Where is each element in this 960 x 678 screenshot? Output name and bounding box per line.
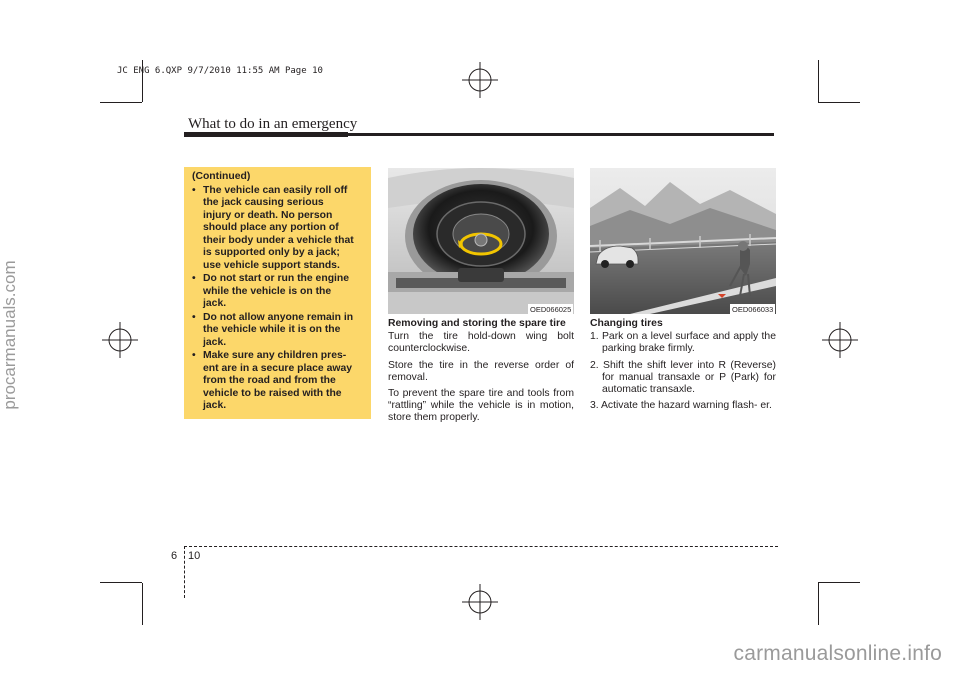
footer-rule	[184, 546, 778, 547]
chapter-number: 6	[171, 550, 178, 562]
spare-tire-heading: Removing and storing the spare tire	[388, 318, 566, 329]
registration-mark-bottom	[460, 582, 500, 622]
warning-item	[192, 312, 364, 350]
spare-tire-illustration	[388, 168, 574, 314]
spare-tire-section	[388, 318, 574, 429]
warning-item-text: The vehicle can easily roll off the jack causing serious injury or death. No person should place any portion of their body under a vehicle that is supported only by a jack; use vehicle support stands.	[203, 184, 354, 271]
registration-mark-top	[460, 60, 500, 100]
figure-code-changing-tires: OED066033	[732, 305, 774, 314]
warning-list	[192, 185, 364, 413]
warning-item	[192, 350, 364, 413]
spare-tire-drawing	[388, 168, 574, 314]
roadside-drawing	[590, 168, 776, 314]
roadside-illustration	[590, 168, 776, 314]
crop-mark	[818, 582, 860, 583]
warning-box	[184, 167, 371, 419]
continued-label: (Continued)	[192, 171, 251, 182]
section-title: What to do in an emergency	[188, 116, 358, 132]
warning-item	[192, 273, 364, 311]
paragraph: To prevent the spare tire and tools from “rattling” while the vehicle is in motion, store them properly.	[388, 388, 574, 424]
steps-list	[590, 331, 776, 412]
registration-mark-right	[820, 320, 860, 360]
header-rule-accent	[184, 132, 348, 137]
crop-mark	[100, 102, 142, 103]
warning-item-text: Do not allow anyone remain in the vehicle while it is on the jack.	[203, 311, 354, 348]
registration-mark-left	[100, 320, 140, 360]
watermark-left-text: procarmanuals.com	[0, 260, 19, 410]
footer-divider	[184, 546, 185, 598]
warning-item	[192, 185, 364, 273]
watermark-left	[0, 0, 22, 678]
watermark-bottom: carmanualsonline.info	[733, 642, 942, 665]
page-number: 10	[188, 550, 201, 562]
paragraph: Store the tire in the reverse order of removal.	[388, 359, 574, 383]
crop-mark	[100, 582, 142, 583]
changing-tires-heading: Changing tires	[590, 318, 663, 329]
step-item: 1. Park on a level surface and apply the parking brake firmly.	[590, 331, 776, 355]
changing-tires-section	[590, 318, 776, 416]
crop-mark	[818, 102, 860, 103]
warning-item-text: Do not start or run the engine while the vehicle is on the jack.	[203, 273, 350, 309]
paragraph: Turn the tire hold-down wing bolt counterclockwise.	[388, 331, 574, 355]
print-slug: JC ENG 6.QXP 9/7/2010 11:55 AM Page 10	[117, 66, 323, 76]
step-item: 2. Shift the shift lever into R (Reverse) for manual transaxle or P (Park) for automatic transaxle.	[590, 359, 776, 396]
figure-code-spare-tire: OED066025	[530, 305, 572, 314]
warning-item-text: Make sure any children pres- ent are in a secure place away from the road and from the vehicle to be raised with the jack.	[203, 350, 353, 411]
crop-mark	[818, 583, 819, 625]
crop-mark	[818, 60, 819, 102]
crop-mark	[142, 583, 143, 625]
step-item: 3. Activate the hazard warning flash- er.	[590, 400, 772, 412]
